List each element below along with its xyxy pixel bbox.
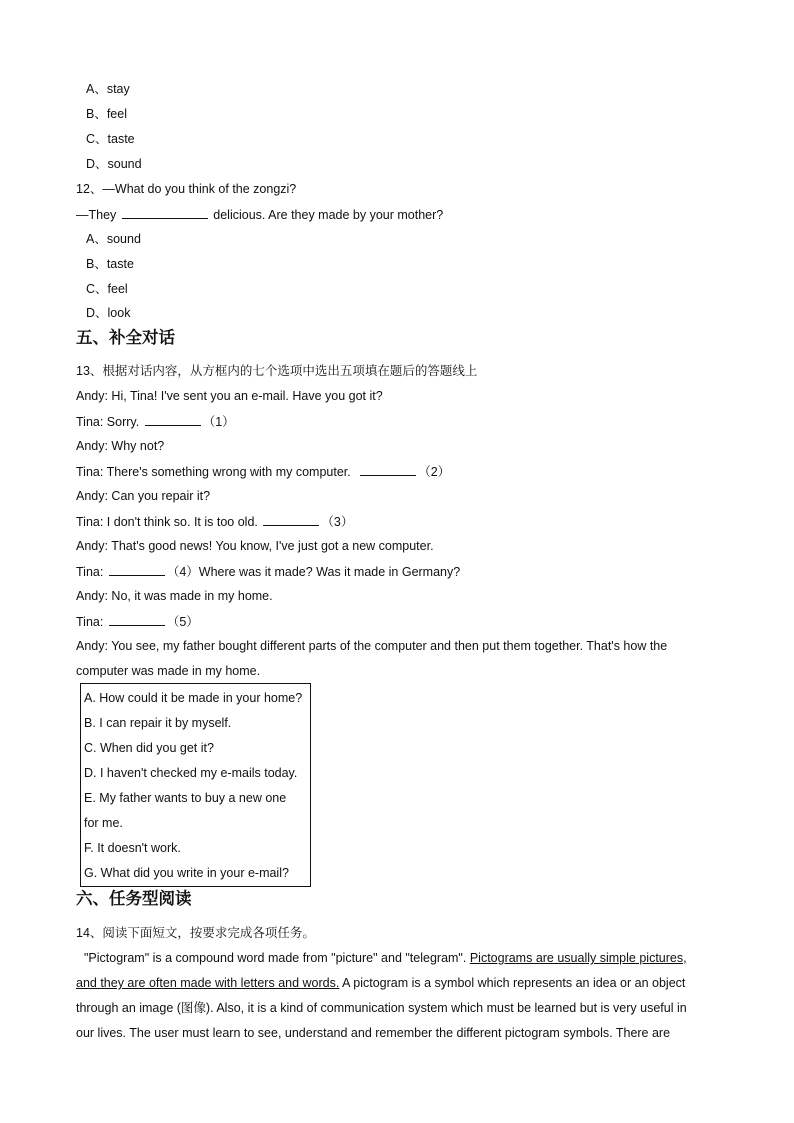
passage-line-1: "Pictogram" is a compound word made from "picture" and "telegram". Pictograms are usually simple pictures, — [84, 951, 687, 965]
answer-blank-4 — [109, 563, 165, 576]
choice-b: B. I can repair it by myself. — [84, 716, 232, 730]
choice-e: E. My father wants to buy a new one — [84, 791, 287, 805]
passage-line-3: through an image (图像). Also, it is a kind of communication system which must be learned but is very useful in — [76, 1001, 687, 1015]
q12-answer-post: delicious. Are they made by your mother? — [213, 208, 444, 222]
q12-option-a: A、sound — [86, 232, 141, 246]
choices-box — [80, 683, 311, 887]
q14-instruction: 14、阅读下面短文，按要求完成各项任务。 — [76, 926, 315, 940]
choice-e-continued: for me. — [84, 816, 123, 830]
choice-f: F. It doesn't work. — [84, 841, 181, 855]
dialogue-line: Andy: You see, my father bought different parts of the computer and then put them together. That's how the — [76, 639, 668, 653]
choice-c: C. When did you get it? — [84, 741, 214, 755]
passage-line-2: and they are often made with letters and words. A pictogram is a symbol which represents an idea or an object — [76, 976, 686, 990]
answer-blank-3 — [263, 513, 319, 526]
dialogue-line: computer was made in my home. — [76, 664, 261, 678]
q12-option-b: B、taste — [86, 257, 134, 271]
passage-line-4: our lives. The user must learn to see, understand and remember the different pictogram symbols. There are — [76, 1026, 671, 1040]
answer-blank-5 — [109, 613, 165, 626]
dialogue-line: Tina: （5） — [76, 615, 199, 629]
section5-title: 五、补全对话 — [76, 328, 175, 347]
choice-d: D. I haven't checked my e-mails today. — [84, 766, 298, 780]
blank-number: （2） — [418, 465, 451, 479]
q11-option-a: A、stay — [86, 82, 130, 96]
q13-instruction: 13、根据对话内容，从方框内的七个选项中选出五项填在题后的答题线上 — [76, 364, 478, 378]
underlined-sentence: Pictograms are usually simple pictures, — [469, 951, 687, 965]
q12-option-c: C、feel — [86, 282, 128, 296]
choice-g: G. What did you write in your e-mail? — [84, 866, 289, 880]
q12-question: 12、—What do you think of the zongzi? — [76, 182, 297, 196]
q11-option-d: D、sound — [86, 157, 142, 171]
q12-blank — [122, 206, 208, 219]
dialogue-line: Tina: There's something wrong with my computer. （2） — [76, 465, 451, 479]
dialogue-line: Tina: （4）Where was it made? Was it made in Germany? — [76, 565, 461, 579]
q12-answer-pre: —They — [76, 208, 117, 222]
blank-number: （4） — [166, 565, 199, 579]
dialogue-line: Andy: Why not? — [76, 439, 165, 453]
q11-option-b: B、feel — [86, 107, 127, 121]
dialogue-line: Andy: Hi, Tina! I've sent you an e-mail. Have you got it? — [76, 389, 383, 403]
answer-blank-1 — [145, 413, 201, 426]
choice-a: A. How could it be made in your home? — [84, 691, 303, 705]
answer-blank-2 — [360, 463, 416, 476]
dialogue-line: Tina: Sorry. （1） — [76, 415, 235, 429]
q12-option-d: D、look — [86, 306, 131, 320]
dialogue-line: Andy: No, it was made in my home. — [76, 589, 273, 603]
blank-number: （1） — [202, 415, 235, 429]
blank-number: （5） — [166, 615, 199, 629]
blank-number: （3） — [321, 515, 354, 529]
q12-answer-line — [76, 206, 443, 223]
dialogue-line: Andy: Can you repair it? — [76, 489, 211, 503]
section6-title: 六、任务型阅读 — [76, 889, 192, 908]
q11-option-c: C、taste — [86, 132, 135, 146]
dialogue-line: Tina: I don't think so. It is too old. （3） — [76, 515, 354, 529]
underlined-sentence: and they are often made with letters and words. — [76, 976, 340, 990]
dialogue-line: Andy: That's good news! You know, I've just got a new computer. — [76, 539, 434, 553]
